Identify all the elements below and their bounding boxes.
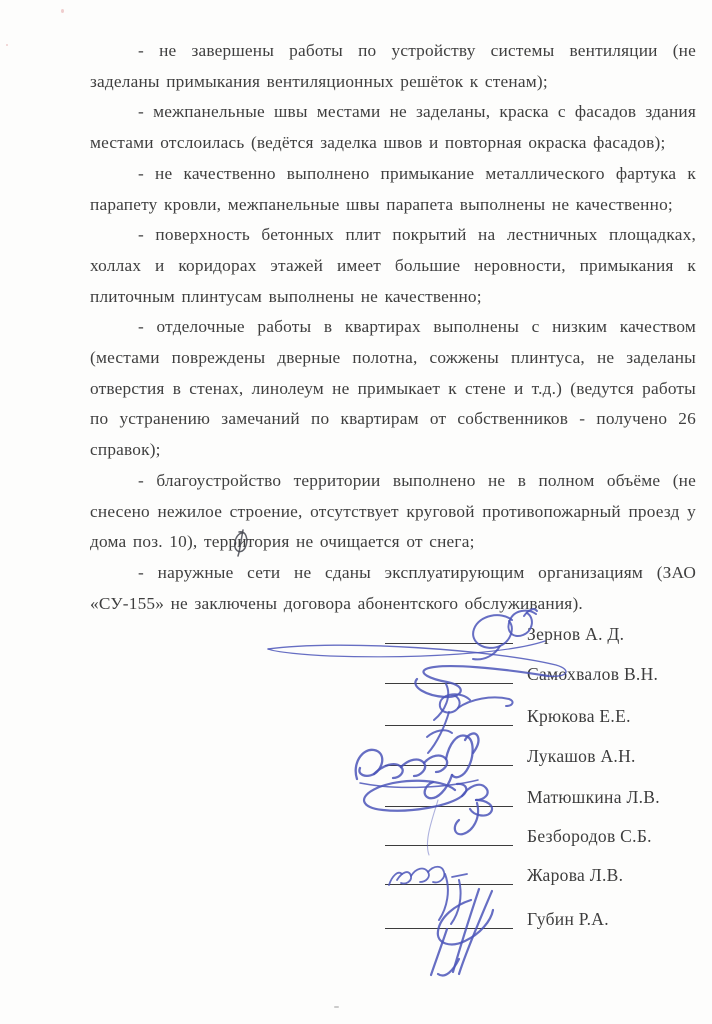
signatory-name: Безбородов С.Б. [527, 826, 652, 846]
scan-artifact [6, 44, 8, 46]
signature-line [385, 711, 513, 726]
signature-line [385, 914, 513, 929]
signatory-name: Жарова Л.В. [527, 865, 624, 885]
document-paragraph: - поверхность бетонных плит покрытий на лестничных площадках, холлах и коридорах этажей имеет большие неровности, примыкания к плиточным плинтусам выполнены не качественно; [90, 225, 696, 306]
signature-row [385, 826, 652, 847]
document-paragraph: - межпанельные швы местами не заделаны, краска с фасадов здания местами отслоилась (ведётся заделка швов и повторная окраска фасадов); [90, 102, 696, 153]
document-paragraph: - отделочные работы в квартирах выполнены с низким качеством (местами повреждены дверные полотна, сожжены плинтуса, не заделаны отверстия в стенах, линолеум не примыкает к стене и т.д.) (ведутся работы по устранению замечаний по квартирам от собственников - получено 26 справок); [90, 317, 696, 460]
signature-row [385, 909, 609, 930]
signature-line [385, 870, 513, 885]
document-paragraph: - не качественно выполнено примыкание металлического фартука к парапету кровли, межпанельные швы парапета выполнены не качественно; [90, 163, 696, 214]
scan-artifact [334, 1006, 339, 1008]
document-paragraph: - благоустройство территории выполнено не в полном объёме (не снесено нежилое строение, отсутствует круговой противопожарный проезд у дома поз. 10), территория не очищается от снега; [90, 470, 696, 552]
signature-line [385, 669, 513, 684]
signature-row [385, 706, 631, 727]
signature-line [385, 792, 513, 807]
signature-line [385, 629, 513, 644]
signature-row [385, 746, 636, 767]
signatory-name: Матюшкина Л.В. [527, 787, 660, 807]
signatory-name: Зернов А. Д. [527, 624, 625, 644]
signatory-name: Самохвалов В.Н. [527, 664, 659, 684]
signature-line [385, 831, 513, 846]
signatory-name: Лукашов А.Н. [527, 746, 636, 766]
signature-line [385, 751, 513, 766]
signature-row [385, 865, 623, 886]
signature-row [385, 787, 660, 808]
document-body [90, 36, 696, 619]
scan-artifact [61, 9, 64, 13]
signature-row [385, 624, 624, 645]
document-paragraph: - наружные сети не сданы эксплуатирующим организациям (ЗАО «СУ-155» не заключены договора абонентского обслуживания). [90, 562, 696, 613]
document-paragraph: - не завершены работы по устройству системы вентиляции (не заделаны примыкания вентиляционных решёток к стенам); [90, 41, 696, 91]
signature-gubin [431, 889, 493, 976]
signature-row [385, 664, 658, 685]
signatory-name: Крюкова Е.Е. [527, 706, 631, 726]
signatory-name: Губин Р.А. [527, 909, 609, 929]
